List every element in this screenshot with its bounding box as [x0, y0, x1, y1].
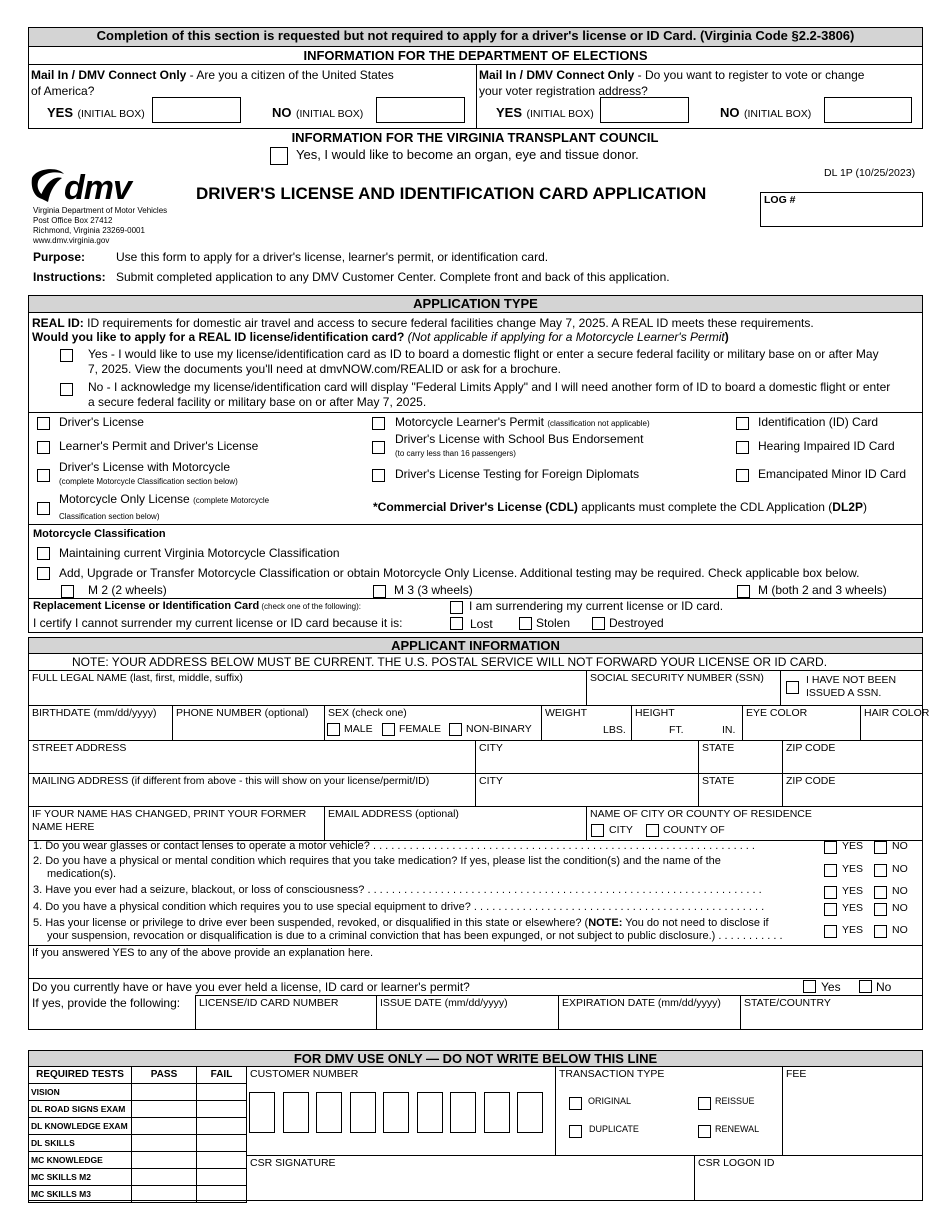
motorcycle-only-label — [59, 492, 269, 524]
dl-motorcycle-note: (complete Motorcycle Classification section below) — [59, 477, 238, 486]
held-yes-label: Yes — [821, 980, 841, 994]
mc-add-label: Add, Upgrade or Transfer Motorcycle Classification or obtain Motorcycle Only License. Additional testing may be required. Check applicable box below. — [59, 566, 860, 580]
question-5-line2: your suspension, revocation or disqualification is due to a criminal conviction that has been expunged, or not subject to public disclosure.) . . . . . . . . . . . — [47, 930, 783, 942]
citizen-yes-label — [47, 104, 145, 122]
realid-yes-label — [88, 347, 879, 377]
customer-number-digit-box[interactable] — [450, 1092, 476, 1133]
replacement-title — [33, 600, 361, 612]
realid-info — [32, 316, 814, 330]
mailing-label: MAILING ADDRESS (if different from above - this will show on your license/permit/ID) — [32, 775, 430, 787]
log-label: LOG # — [764, 194, 796, 206]
zip-field[interactable] — [782, 740, 923, 774]
stolen-label: Stolen — [536, 616, 571, 630]
purpose-text: Use this form to apply for a driver's license, learner's permit, or identification card. — [116, 250, 549, 264]
city-label: CITY — [479, 742, 503, 754]
street-address-field[interactable] — [28, 740, 476, 774]
initial-box-note: (INITIAL BOX) — [77, 108, 145, 120]
hearing-impaired-checkbox[interactable] — [736, 441, 749, 454]
realid-question-text: Would you like to apply for a REAL ID license/identification card? — [32, 330, 405, 344]
sex-label: SEX (check one) — [328, 707, 407, 719]
hair-color-label: HAIR COLOR — [864, 707, 930, 719]
m2-label: M 2 (2 wheels) — [88, 583, 167, 597]
question-1: 1. Do you wear glasses or contact lenses to operate a motor vehicle? . . . . . . . . . . . . . . . . . . . . . . . . . . . . . . . . . . . . . . . . . . . . . . . . . . . . . . . . . . . . . . . — [33, 840, 755, 852]
no-ssn-line2: ISSUED A SSN. — [806, 687, 882, 699]
school-bus-text: Driver's License with School Bus Endorsement — [395, 432, 644, 446]
state-label: STATE — [702, 742, 735, 754]
emancipated-minor-checkbox[interactable] — [736, 469, 749, 482]
state-country-field[interactable] — [740, 995, 923, 1030]
ssn-field[interactable] — [586, 670, 781, 706]
no-text: NO — [720, 105, 740, 120]
voter-question — [479, 67, 864, 99]
held-yes-checkbox[interactable] — [803, 980, 816, 993]
female-label: FEMALE — [399, 723, 442, 735]
m3-label: M 3 (3 wheels) — [394, 583, 473, 597]
elections-notice: Completion of this section is requested but not required to apply for a driver's license or ID Card. (Virginia Code §2.2-3806) — [28, 27, 923, 47]
former-line2: NAME HERE — [32, 821, 95, 833]
test-pass-field[interactable] — [131, 1185, 197, 1203]
mail-in-label: Mail In / DMV Connect Only — [31, 68, 187, 82]
address-note: NOTE: YOUR ADDRESS BELOW MUST BE CURRENT. THE U.S. POSTAL SERVICE WILL NOT FORWARD YOUR LICENSE OR ID CARD. — [72, 655, 828, 669]
in-unit: IN. — [722, 724, 736, 736]
reissue-checkbox[interactable] — [698, 1097, 711, 1110]
test-fail-field[interactable] — [196, 1100, 247, 1118]
id-card-label: Identification (ID) Card — [758, 415, 879, 429]
school-bus-label — [395, 433, 643, 460]
state-field[interactable] — [698, 740, 783, 774]
email-field[interactable] — [324, 806, 587, 841]
csr-logon-label: CSR LOGON ID — [698, 1157, 775, 1169]
q4-yes-checkbox[interactable] — [824, 903, 837, 916]
voter-question-text: - Do you want to register to vote or change — [634, 68, 865, 82]
q5-yes-label: YES — [842, 924, 864, 936]
issue-date-label: ISSUE DATE (mm/dd/yyyy) — [380, 997, 508, 1009]
emancipated-minor-label: Emancipated Minor ID Card — [758, 467, 907, 481]
motorcycle-learners-permit-checkbox[interactable] — [372, 417, 385, 430]
cdl-text: applicants must complete the CDL Application ( — [577, 500, 833, 514]
agency-name: Virginia Department of Motor Vehicles — [33, 206, 168, 215]
test-fail-field[interactable] — [196, 1151, 247, 1169]
birthdate-field[interactable] — [28, 705, 173, 741]
school-bus-checkbox[interactable] — [372, 441, 385, 454]
initial-box-note: (INITIAL BOX) — [526, 108, 594, 120]
cdl-note — [373, 500, 867, 514]
realid-no-line2: a secure federal facility or military base on or after May 7, 2025. — [88, 395, 427, 409]
q5-no-checkbox[interactable] — [874, 925, 887, 938]
customer-number-digit-box[interactable] — [350, 1092, 376, 1133]
realid-question-note: (Not applicable if applying for a Motorcycle Learner's Permit — [404, 330, 725, 344]
test-pass-field[interactable] — [131, 1168, 197, 1186]
form-title: DRIVER'S LICENSE AND IDENTIFICATION CARD APPLICATION — [196, 184, 707, 203]
q2-yes-label: YES — [842, 863, 864, 875]
m2-checkbox[interactable] — [61, 585, 74, 598]
csr-signature-label: CSR SIGNATURE — [250, 1157, 336, 1169]
city-field[interactable] — [475, 740, 699, 774]
voter-no-label — [720, 104, 811, 122]
zip-label: ZIP CODE — [786, 742, 836, 754]
former-name-field[interactable] — [28, 806, 325, 841]
customer-number-label: CUSTOMER NUMBER — [250, 1068, 359, 1080]
held-license-question: Do you currently have or have you ever held a license, ID card or learner's permit? — [32, 980, 470, 994]
csr-logon-field[interactable] — [694, 1155, 923, 1201]
transaction-type-cell — [555, 1066, 783, 1156]
citizen-yes-initial-input[interactable] — [152, 97, 241, 123]
reissue-label: REISSUE — [715, 1096, 755, 1106]
q4-no-label: NO — [892, 902, 908, 914]
question-4: 4. Do you have a physical condition which requires you to use special equipment to drive? . . . . . . . . . . . . . . . . . . . . . . . . . . . . . . . . . . . . . . . . . . . . . . . . — [33, 901, 765, 913]
nonbinary-label: NON-BINARY — [466, 723, 532, 735]
q3-no-checkbox[interactable] — [874, 886, 887, 899]
test-name: MC SKILLS M3 — [28, 1185, 132, 1203]
voter-yes-label — [496, 104, 594, 122]
customer-number-digit-box[interactable] — [249, 1092, 275, 1133]
realid-no-line1: No - I acknowledge my license/identification card will display "Federal Limits Apply" and I will need another form of ID to board a domestic flight or enter — [88, 380, 891, 394]
surrender-label: I am surrendering my current license or ID card. — [469, 599, 724, 613]
full-name-field[interactable] — [28, 670, 587, 706]
motorcycle-classification-title: Motorcycle Classification — [33, 528, 166, 540]
address-line-2: Richmond, Virginia 23269-0001 — [33, 226, 145, 235]
female-checkbox[interactable] — [382, 723, 395, 736]
motorcycle-only-checkbox[interactable] — [37, 502, 50, 515]
organ-donor-label: Yes, I would like to become an organ, eye and tissue donor. — [296, 147, 639, 162]
mc-add-checkbox[interactable] — [37, 567, 50, 580]
lbs-unit: LBS. — [603, 724, 626, 736]
question-5 — [33, 917, 783, 943]
instructions-text: Submit completed application to any DMV Customer Center. Complete front and back of this application. — [116, 270, 670, 284]
ssn-label: SOCIAL SECURITY NUMBER (SSN) — [590, 672, 764, 684]
renewal-checkbox[interactable] — [698, 1125, 711, 1138]
q1-no-checkbox[interactable] — [874, 841, 887, 854]
q1-yes-label: YES — [842, 840, 864, 852]
dl-motorcycle-checkbox[interactable] — [37, 469, 50, 482]
test-pass-field[interactable] — [131, 1151, 197, 1169]
test-pass-field[interactable] — [131, 1083, 197, 1101]
q3-yes-label: YES — [842, 885, 864, 897]
application-type-title: APPLICATION TYPE — [28, 295, 923, 313]
svg-text:dmv: dmv — [64, 169, 131, 206]
dmv-logo — [28, 168, 152, 206]
zip-label: ZIP CODE — [786, 775, 836, 787]
tests-header-tests-header: REQUIRED TESTS — [28, 1066, 132, 1084]
address-line-1: Post Office Box 27412 — [33, 216, 113, 225]
residence-city-checkbox[interactable] — [591, 824, 604, 837]
q2-no-checkbox[interactable] — [874, 864, 887, 877]
initial-box-note: (INITIAL BOX) — [743, 108, 812, 120]
customer-number-digit-box[interactable] — [383, 1092, 409, 1133]
weight-field[interactable] — [541, 705, 632, 741]
hair-color-field[interactable] — [860, 705, 930, 741]
replacement-title-text: Replacement License or Identification Card — [33, 600, 260, 612]
citizen-question — [31, 67, 394, 99]
question-5-note: NOTE: — [588, 917, 623, 929]
voter-no-initial-input[interactable] — [824, 97, 912, 123]
former-name-label — [32, 808, 306, 834]
paren: ) — [724, 330, 729, 344]
explanation-label: If you answered YES to any of the above provide an explanation here. — [32, 947, 374, 959]
cdl-bold: *Commercial Driver's License (CDL) — [373, 500, 578, 514]
duplicate-checkbox[interactable] — [569, 1125, 582, 1138]
residence-cell — [586, 806, 923, 841]
state-label: STATE — [702, 775, 735, 787]
realid-label: REAL ID: — [32, 316, 84, 330]
divider — [28, 524, 923, 525]
test-fail-field[interactable] — [196, 1134, 247, 1152]
q1-no-label: NO — [892, 840, 908, 852]
stolen-checkbox[interactable] — [519, 617, 532, 630]
realid-yes-line1: Yes - I would like to use my license/identification card as ID to board a domestic flight or enter a secure federal facility or military base on or after May — [88, 347, 879, 361]
dmv-use-title: FOR DMV USE ONLY — DO NOT WRITE BELOW THIS LINE — [28, 1050, 923, 1067]
hearing-impaired-label: Hearing Impaired ID Card — [758, 439, 895, 453]
state-country-label: STATE/COUNTRY — [744, 997, 831, 1009]
q1-yes-checkbox[interactable] — [824, 841, 837, 854]
question-2-line2: medication(s). — [47, 868, 117, 880]
realid-yes-line2: 7, 2025. View the documents you'll need at dmvNOW.com/REALID or ask for a brochure. — [88, 362, 561, 376]
test-name: MC SKILLS M2 — [28, 1168, 132, 1186]
male-checkbox[interactable] — [327, 723, 340, 736]
drivers-license-checkbox[interactable] — [37, 417, 50, 430]
held-no-label: No — [876, 980, 892, 994]
renewal-label: RENEWAL — [715, 1124, 760, 1134]
city-label: CITY — [479, 775, 503, 787]
cdl-form: DL2P — [832, 500, 863, 514]
destroyed-checkbox[interactable] — [592, 617, 605, 630]
question-2 — [33, 855, 721, 881]
explanation-field[interactable] — [28, 945, 923, 979]
school-bus-note: (to carry less than 16 passengers) — [395, 449, 516, 458]
mail-in-label: Mail In / DMV Connect Only — [479, 68, 635, 82]
replacement-note: (check one of the following): — [259, 602, 362, 611]
original-label: ORIGINAL — [588, 1096, 632, 1106]
full-name-label: FULL LEGAL NAME (last, first, middle, suffix) — [32, 672, 243, 684]
applicant-title: APPLICANT INFORMATION — [28, 637, 923, 654]
if-yes-label: If yes, provide the following: — [32, 996, 181, 1010]
test-name: DL ROAD SIGNS EXAM — [28, 1100, 132, 1118]
email-label: EMAIL ADDRESS (optional) — [328, 808, 459, 820]
birthdate-label: BIRTHDATE (mm/dd/yyyy) — [32, 707, 157, 719]
test-fail-field[interactable] — [196, 1168, 247, 1186]
surrender-checkbox[interactable] — [450, 601, 463, 614]
agency-address — [33, 206, 167, 246]
log-number-field[interactable] — [760, 192, 923, 227]
male-label: MALE — [344, 723, 373, 735]
dl-motorcycle-label — [59, 461, 238, 488]
residence-city-label: CITY — [609, 824, 633, 836]
duplicate-label: DUPLICATE — [589, 1124, 639, 1134]
mc-lp-note: (classification not applicable) — [547, 419, 650, 428]
license-number-field[interactable] — [195, 995, 377, 1030]
q2-no-label: NO — [892, 863, 908, 875]
street-label: STREET ADDRESS — [32, 742, 127, 754]
tests-header-fail: FAIL — [196, 1066, 247, 1084]
yes-text: YES — [47, 105, 74, 120]
expiration-date-field[interactable] — [558, 995, 741, 1030]
height-label: HEIGHT — [635, 707, 675, 719]
question-5-line1: 5. Has your license or privilege to drive ever been suspended, revoked, or disqualified in this state or elsewhere? ( — [33, 917, 589, 929]
test-fail-field[interactable] — [196, 1185, 247, 1203]
dl-motorcycle-text: Driver's License with Motorcycle — [59, 460, 231, 474]
customer-number-digit-box[interactable] — [316, 1092, 342, 1133]
no-text: NO — [272, 105, 292, 120]
csr-signature-field[interactable] — [246, 1155, 695, 1201]
mailing-address-field[interactable] — [28, 773, 476, 807]
citizen-question-text-2: of America? — [31, 84, 95, 98]
yes-text: YES — [496, 105, 523, 120]
realid-no-label — [88, 380, 890, 410]
residence-county-checkbox[interactable] — [646, 824, 659, 837]
paren: ) — [862, 500, 867, 514]
test-name: DL SKILLS — [28, 1134, 132, 1152]
phone-label: PHONE NUMBER (optional) — [176, 707, 309, 719]
test-name: VISION — [28, 1083, 132, 1101]
id-card-checkbox[interactable] — [736, 417, 749, 430]
question-2-line1: 2. Do you have a physical or mental condition which requires that you take medication? If yes, please list the condition(s) and the name of the — [33, 855, 721, 867]
no-ssn-line1: I HAVE NOT BEEN — [806, 674, 897, 686]
test-name: DL KNOWLEDGE EXAM — [28, 1117, 132, 1135]
initial-box-note: (INITIAL BOX) — [295, 108, 364, 120]
m3-checkbox[interactable] — [373, 585, 386, 598]
mailing-zip-field[interactable] — [782, 773, 923, 807]
motorcycle-only-note-2: Classification section below) — [59, 512, 160, 521]
instructions-label: Instructions: — [33, 270, 106, 284]
mailing-state-field[interactable] — [698, 773, 783, 807]
question-5-line1-end: You do not need to disclose if — [622, 917, 769, 929]
q3-yes-checkbox[interactable] — [824, 886, 837, 899]
test-fail-field[interactable] — [196, 1117, 247, 1135]
customer-number-digit-box[interactable] — [283, 1092, 309, 1133]
mc-maintain-label: Maintaining current Virginia Motorcycle Classification — [59, 546, 340, 560]
lost-label: Lost — [470, 617, 493, 631]
mailing-city-field[interactable] — [475, 773, 699, 807]
realid-question — [32, 330, 729, 344]
test-name: MC KNOWLEDGE — [28, 1151, 132, 1169]
fee-label: FEE — [786, 1068, 807, 1080]
certify-text: I certify I cannot surrender my current license or ID card because it is: — [33, 616, 403, 630]
realid-no-checkbox[interactable] — [60, 383, 73, 396]
lost-checkbox[interactable] — [450, 617, 463, 630]
issue-date-field[interactable] — [376, 995, 559, 1030]
q2-yes-checkbox[interactable] — [824, 864, 837, 877]
fee-field[interactable] — [782, 1066, 923, 1156]
citizen-no-label — [272, 104, 363, 122]
q3-no-label: NO — [892, 885, 908, 897]
ft-unit: FT. — [669, 724, 684, 736]
test-pass-field[interactable] — [131, 1100, 197, 1118]
m-both-label: M (both 2 and 3 wheels) — [758, 583, 887, 597]
voter-question-text-2: your voter registration address? — [479, 84, 648, 98]
foreign-diplomats-checkbox[interactable] — [372, 469, 385, 482]
question-3: 3. Have you ever had a seizure, blackout, or loss of consciousness? . . . . . . . . . . . . . . . . . . . . . . . . . . . . . . . . . . . . . . . . . . . . . . . . . . . . . . . . . . . . . . . . . — [33, 884, 762, 896]
license-number-label: LICENSE/ID CARD NUMBER — [199, 997, 339, 1009]
q5-yes-checkbox[interactable] — [824, 925, 837, 938]
realid-text: ID requirements for domestic air travel and access to secure federal facilities change May 7, 2025. A REAL ID meets these requirements. — [83, 316, 814, 330]
purpose-label: Purpose: — [33, 250, 86, 264]
motorcycle-only-text: Motorcycle Only License — [59, 492, 190, 506]
transaction-type-label: TRANSACTION TYPE — [559, 1068, 665, 1080]
elections-title: INFORMATION FOR THE DEPARTMENT OF ELECTIONS — [303, 48, 648, 63]
drivers-license-label: Driver's License — [59, 415, 144, 429]
eye-color-field[interactable] — [742, 705, 861, 741]
q4-yes-label: YES — [842, 902, 864, 914]
eye-color-label: EYE COLOR — [746, 707, 808, 719]
destroyed-label: Destroyed — [609, 616, 664, 630]
tests-header-pass: PASS — [131, 1066, 197, 1084]
learners-permit-dl-checkbox[interactable] — [37, 441, 50, 454]
divider — [28, 412, 923, 413]
residence-label: NAME OF CITY OR COUNTY OF RESIDENCE — [590, 808, 812, 820]
customer-number-digit-box[interactable] — [484, 1092, 510, 1133]
foreign-diplomats-label: Driver's License Testing for Foreign Diplomats — [395, 467, 640, 481]
phone-field[interactable] — [172, 705, 325, 741]
citizen-no-initial-input[interactable] — [376, 97, 465, 123]
realid-yes-checkbox[interactable] — [60, 349, 73, 362]
original-checkbox[interactable] — [569, 1097, 582, 1110]
former-line1: IF YOUR NAME HAS CHANGED, PRINT YOUR FORMER — [32, 808, 307, 820]
customer-number-digit-box[interactable] — [417, 1092, 443, 1133]
held-no-checkbox[interactable] — [859, 980, 872, 993]
no-ssn-checkbox[interactable] — [786, 681, 799, 694]
mc-maintain-checkbox[interactable] — [37, 547, 50, 560]
expiration-date-label: EXPIRATION DATE (mm/dd/yyyy) — [562, 997, 721, 1009]
citizen-question-text: - Are you a citizen of the United States — [186, 68, 394, 82]
motorcycle-only-note: (complete Motorcycle — [193, 496, 270, 505]
no-ssn-label — [806, 674, 896, 700]
residence-county-label: COUNTY OF — [663, 824, 725, 836]
m-both-checkbox[interactable] — [737, 585, 750, 598]
motorcycle-learners-permit-label — [395, 415, 650, 429]
nonbinary-checkbox[interactable] — [449, 723, 462, 736]
height-field[interactable] — [631, 705, 743, 741]
weight-label: WEIGHT — [545, 707, 587, 719]
transplant-title: INFORMATION FOR THE VIRGINIA TRANSPLANT COUNCIL — [291, 130, 659, 145]
test-fail-field[interactable] — [196, 1083, 247, 1101]
organ-donor-checkbox[interactable] — [270, 147, 288, 165]
website: www.dmv.virginia.gov — [33, 236, 110, 245]
voter-yes-initial-input[interactable] — [600, 97, 689, 123]
mc-lp-text: Motorcycle Learner's Permit — [395, 415, 545, 429]
test-pass-field[interactable] — [131, 1134, 197, 1152]
test-pass-field[interactable] — [131, 1117, 197, 1135]
customer-number-digit-box[interactable] — [517, 1092, 543, 1133]
form-id: DL 1P (10/25/2023) — [824, 167, 916, 179]
learners-permit-dl-label: Learner's Permit and Driver's License — [59, 439, 259, 453]
q5-no-label: NO — [892, 924, 908, 936]
q4-no-checkbox[interactable] — [874, 903, 887, 916]
